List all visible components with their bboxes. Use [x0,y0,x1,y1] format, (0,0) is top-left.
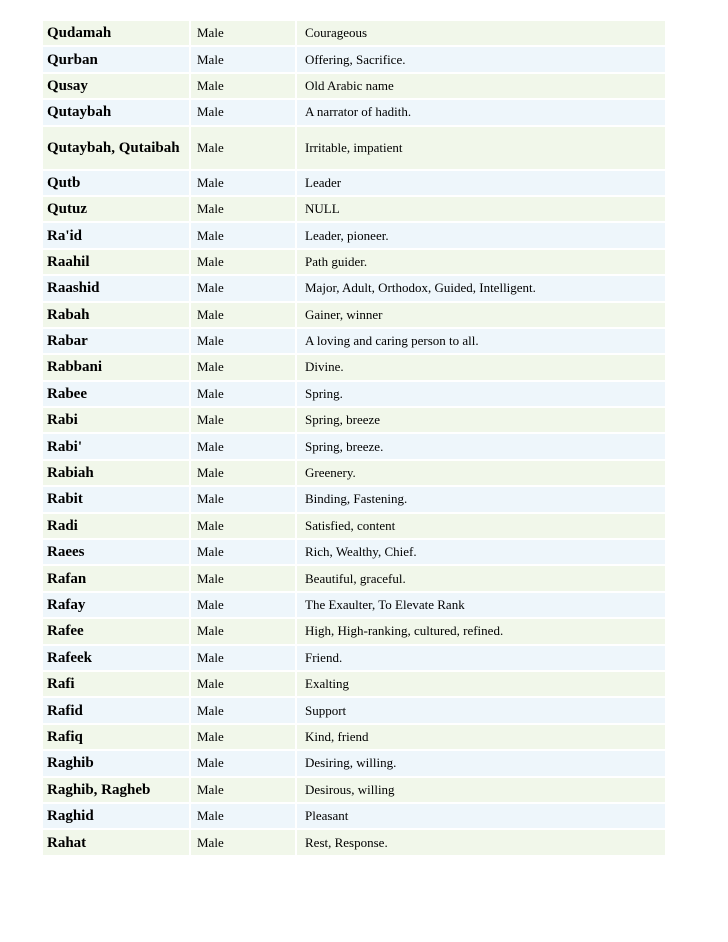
gender-cell: Male [191,382,297,408]
table-row [43,461,667,487]
name-cell: Rafay [43,593,191,619]
meaning-cell: Rest, Response. [297,830,667,856]
name-cell: Qutuz [43,197,191,223]
meaning-cell: Spring. [297,382,667,408]
gender-cell: Male [191,646,297,672]
name-cell: Radi [43,514,191,540]
gender-cell: Male [191,21,297,47]
name-cell: Rabee [43,382,191,408]
meaning-cell: Divine. [297,355,667,381]
gender-cell: Male [191,408,297,434]
name-cell: Rafiq [43,725,191,751]
meaning-cell: Binding, Fastening. [297,487,667,513]
meaning-cell: Gainer, winner [297,303,667,329]
table-row [43,593,667,619]
meaning-cell: Spring, breeze. [297,434,667,460]
gender-cell: Male [191,223,297,249]
name-cell: Rafid [43,698,191,724]
gender-cell: Male [191,751,297,777]
table-row [43,250,667,276]
gender-cell: Male [191,127,297,171]
gender-cell: Male [191,725,297,751]
name-cell: Rabit [43,487,191,513]
meaning-cell: Desirous, willing [297,778,667,804]
name-cell: Qurban [43,47,191,73]
table-row [43,355,667,381]
name-cell: Rafan [43,566,191,592]
meaning-cell: Courageous [297,21,667,47]
gender-cell: Male [191,100,297,126]
meaning-cell: High, High-ranking, cultured, refined. [297,619,667,645]
names-table [43,21,667,857]
table-row [43,382,667,408]
gender-cell: Male [191,514,297,540]
table-row [43,778,667,804]
table-row [43,566,667,592]
meaning-cell: A narrator of hadith. [297,100,667,126]
name-cell: Rabi [43,408,191,434]
meaning-cell: Irritable, impatient [297,127,667,171]
meaning-cell: Satisfied, content [297,514,667,540]
meaning-cell: Leader [297,171,667,197]
meaning-cell: Desiring, willing. [297,751,667,777]
name-cell: Rabi' [43,434,191,460]
table-row [43,830,667,856]
meaning-cell: Support [297,698,667,724]
table-row [43,751,667,777]
name-cell: Qusay [43,74,191,100]
name-cell: Raghid [43,804,191,830]
gender-cell: Male [191,698,297,724]
gender-cell: Male [191,804,297,830]
gender-cell: Male [191,566,297,592]
table-row [43,408,667,434]
table-row [43,171,667,197]
gender-cell: Male [191,197,297,223]
name-cell: Raahil [43,250,191,276]
table-row [43,47,667,73]
meaning-cell: Offering, Sacrifice. [297,47,667,73]
gender-cell: Male [191,47,297,73]
table-row [43,329,667,355]
meaning-cell: Pleasant [297,804,667,830]
name-cell: Raghib [43,751,191,777]
name-cell: Rabah [43,303,191,329]
meaning-cell: NULL [297,197,667,223]
table-row [43,698,667,724]
meaning-cell: Kind, friend [297,725,667,751]
gender-cell: Male [191,487,297,513]
table-row [43,540,667,566]
gender-cell: Male [191,778,297,804]
name-cell: Rahat [43,830,191,856]
gender-cell: Male [191,250,297,276]
gender-cell: Male [191,74,297,100]
gender-cell: Male [191,619,297,645]
name-cell: Rafeek [43,646,191,672]
meaning-cell: Rich, Wealthy, Chief. [297,540,667,566]
name-cell: Rabar [43,329,191,355]
table-row [43,223,667,249]
name-cell: Qutb [43,171,191,197]
gender-cell: Male [191,171,297,197]
name-cell: Rabbani [43,355,191,381]
gender-cell: Male [191,540,297,566]
table-row [43,487,667,513]
meaning-cell: Friend. [297,646,667,672]
meaning-cell: A loving and caring person to all. [297,329,667,355]
name-cell: Ra'id [43,223,191,249]
meaning-cell: Major, Adult, Orthodox, Guided, Intelligent. [297,276,667,302]
name-cell: Qudamah [43,21,191,47]
table-row [43,21,667,47]
name-cell: Rabiah [43,461,191,487]
meaning-cell: Greenery. [297,461,667,487]
gender-cell: Male [191,461,297,487]
name-cell: Raghib, Ragheb [43,778,191,804]
gender-cell: Male [191,276,297,302]
gender-cell: Male [191,434,297,460]
table-row [43,197,667,223]
table-row [43,434,667,460]
gender-cell: Male [191,830,297,856]
gender-cell: Male [191,355,297,381]
table-row [43,74,667,100]
table-row [43,725,667,751]
name-cell: Qutaybah, Qutaibah [43,127,191,171]
table-row [43,303,667,329]
table-row [43,100,667,126]
gender-cell: Male [191,329,297,355]
name-cell: Raashid [43,276,191,302]
name-cell: Rafi [43,672,191,698]
gender-cell: Male [191,672,297,698]
meaning-cell: The Exaulter, To Elevate Rank [297,593,667,619]
name-cell: Raees [43,540,191,566]
table-row [43,804,667,830]
meaning-cell: Exalting [297,672,667,698]
meaning-cell: Spring, breeze [297,408,667,434]
table-row [43,127,667,171]
meaning-cell: Beautiful, graceful. [297,566,667,592]
meaning-cell: Path guider. [297,250,667,276]
meaning-cell: Old Arabic name [297,74,667,100]
gender-cell: Male [191,303,297,329]
table-row [43,276,667,302]
table-row [43,514,667,540]
table-row [43,672,667,698]
name-cell: Rafee [43,619,191,645]
gender-cell: Male [191,593,297,619]
names-table-body [43,21,667,857]
meaning-cell: Leader, pioneer. [297,223,667,249]
name-cell: Qutaybah [43,100,191,126]
table-row [43,619,667,645]
table-row [43,646,667,672]
